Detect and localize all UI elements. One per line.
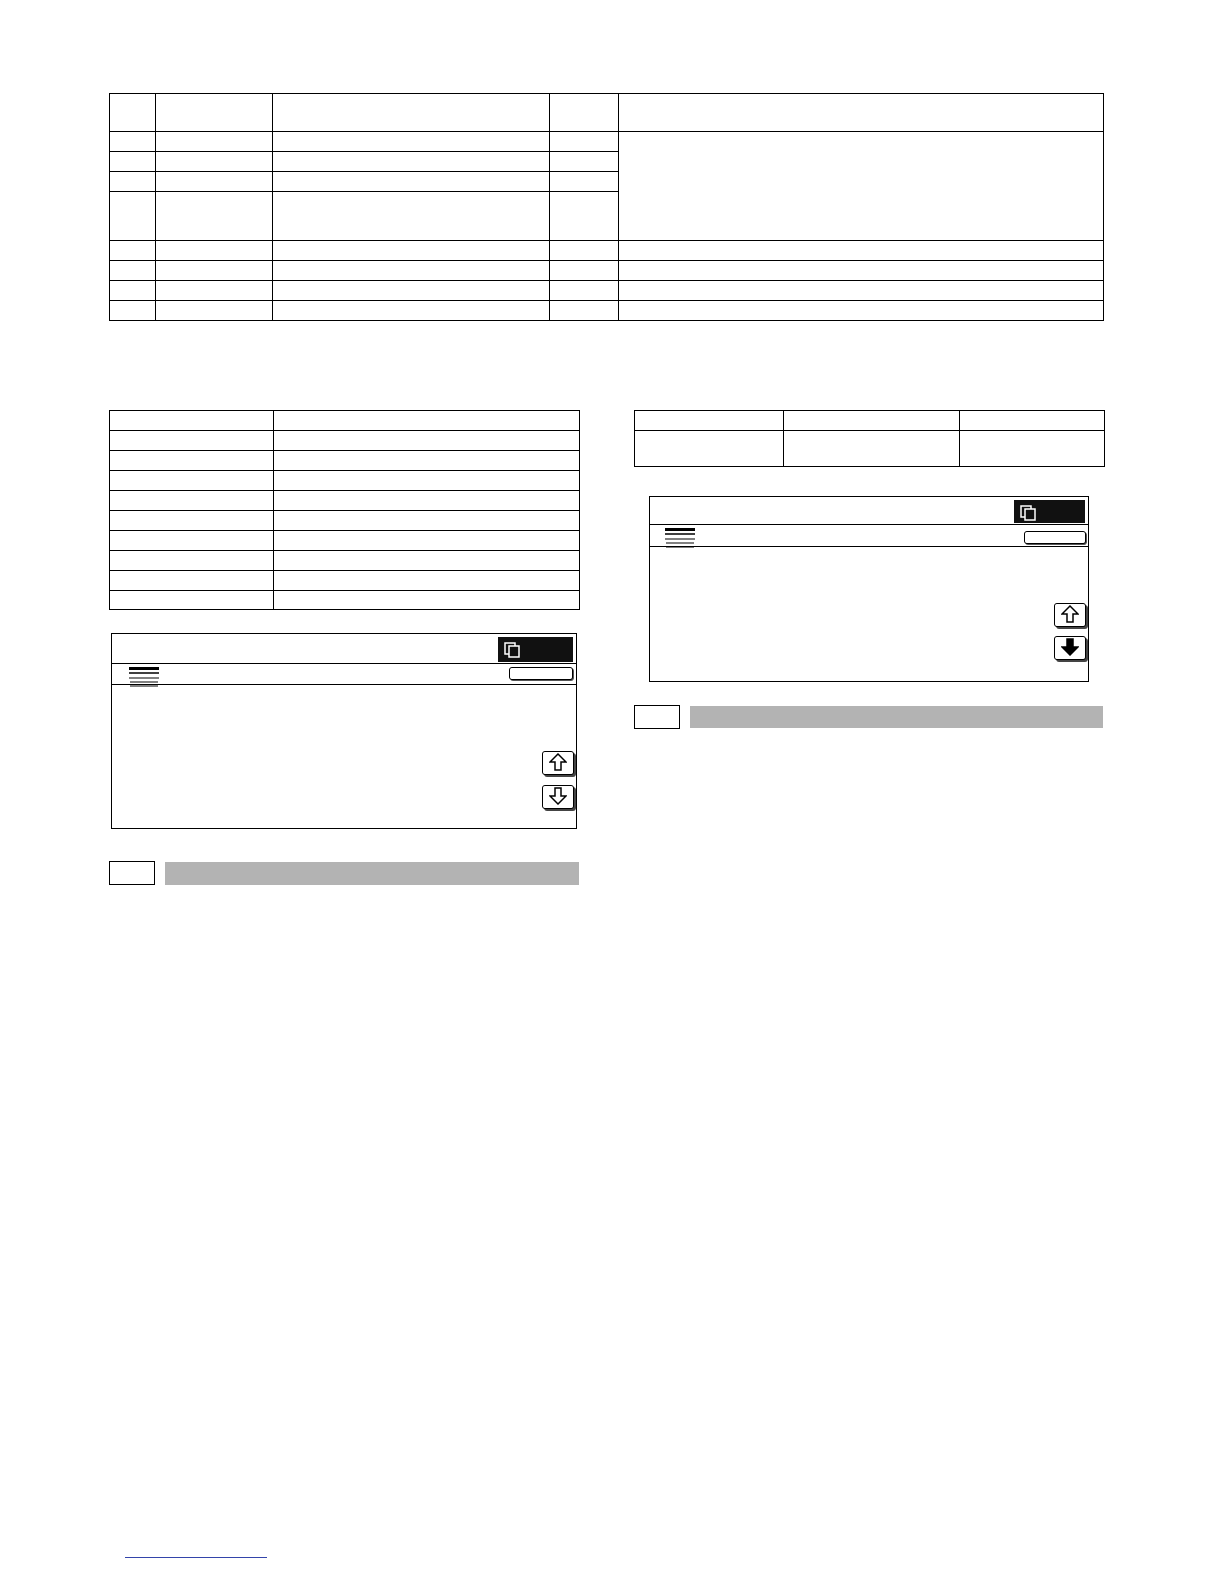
table-row [110,491,580,511]
panel-subheader [650,524,1088,547]
scroll-down-button[interactable] [542,785,574,809]
table-row [635,411,1105,431]
table-row [110,301,1104,321]
table-row [110,471,580,491]
panel-small-button[interactable] [509,667,573,680]
right-table [634,410,1105,467]
table-row [110,591,580,610]
paper-stack-icon [127,665,161,689]
left-screen-panel [111,633,577,829]
copy-pages-icon [1020,505,1036,521]
table-row [110,531,580,551]
section-title-bar [165,862,579,885]
table-row [110,431,580,451]
table-row [110,551,580,571]
table-row [110,451,580,471]
table-row [110,241,1104,261]
table-row [110,511,580,531]
table-row [110,571,580,591]
table-row [110,132,1104,152]
scroll-up-button[interactable] [542,751,574,775]
scroll-up-button[interactable] [1054,603,1086,627]
down-arrow-icon [549,787,567,805]
table-row [635,431,1105,467]
up-arrow-icon [1061,605,1079,623]
panel-subheader [112,663,576,685]
merged-cell [619,132,1104,241]
right-screen-panel [649,496,1089,682]
copy-tab[interactable] [498,637,573,662]
up-arrow-icon [549,753,567,771]
section-label-box [634,705,680,729]
copy-pages-icon [504,642,520,658]
section-title-bar [690,706,1103,728]
table-row [110,411,580,431]
table-row [110,94,1104,132]
panel-small-button[interactable] [1024,531,1086,544]
table-row [110,261,1104,281]
footer-link-underline[interactable] [125,1557,267,1558]
table-row [110,281,1104,301]
section-label-box [109,861,155,885]
down-arrow-icon [1061,638,1079,656]
paper-stack-icon [663,526,697,550]
scroll-down-button[interactable] [1054,636,1086,660]
top-table [109,93,1104,321]
copy-tab[interactable] [1014,500,1085,523]
left-table [109,410,580,610]
